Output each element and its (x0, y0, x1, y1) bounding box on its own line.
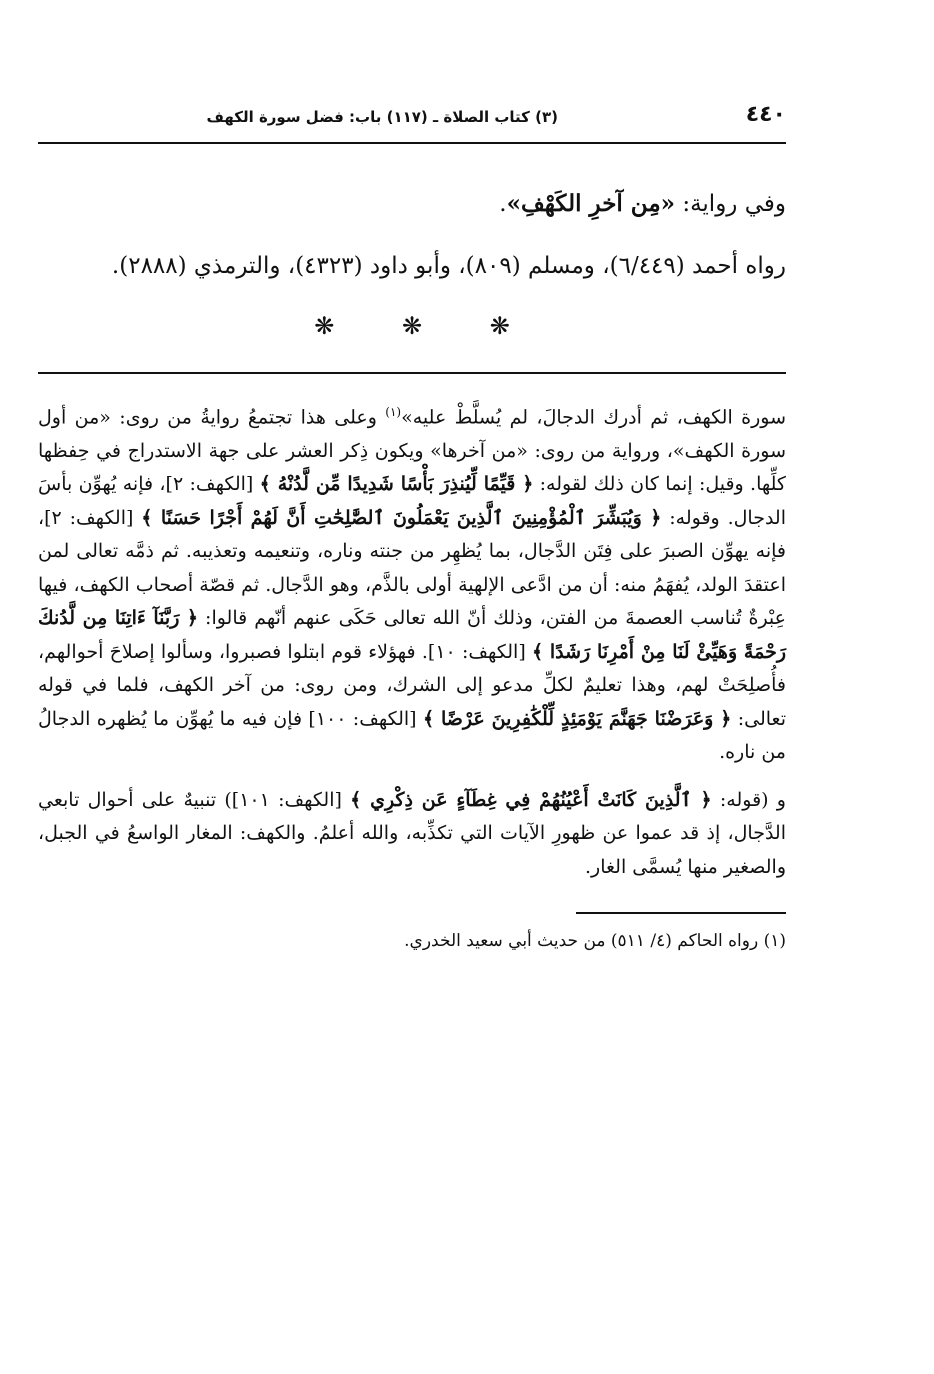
hadith-variant (38, 176, 786, 232)
footnote-divider (576, 912, 786, 914)
commentary-divider (38, 372, 786, 374)
variant-end: . (499, 191, 507, 217)
text-run: [الكهف: ١٠٠] فإن فيه ما يُهوِّن ما يُظهره الدجالُ من ناره. (38, 707, 786, 764)
book-page (38, 100, 786, 954)
commentary-paragraph (38, 396, 786, 770)
text-run: وعلى هذا تجتمعُ روايةُ من روى: «من أول سورة الكهف»، ورواية من روى: «من آخرها» ويكون ذِكر العشر على جهة الاستدراج في حِفظها كلِّها. وقيل: إنما كان ذلك لقوله: (38, 406, 786, 496)
text-run: [الكهف: ٢]، فإنه يُهوِّن بأسَ الدجال. وقوله: (38, 473, 786, 529)
text-run: [الكهف: ١٠١]) تنبيهٌ على أحوال تابعي الدَّجال، إذ قد عموا عن ظهورِ الآيات التي تكذِّبه، والله أعلمُ. والكهف: المغار الواسعُ في الجبل، والصغير منها يُسمَّى الغار. (38, 788, 786, 878)
footnote: (١) رواه الحاكم (٤/ ٥١١) من حديث أبي سعيد الخدري. (404, 931, 786, 952)
star-ornament: ❋ (401, 312, 423, 340)
quran-verse: ﴿ وَيُبَشِّرَ ٱلْمُؤْمِنِينَ ٱلَّذِينَ يَعْمَلُونَ ٱلصَّٰلِحَٰتِ أَنَّ لَهُمْ أَجْرًا حَسَنًا ﴾ (141, 506, 662, 529)
text-run: [الكهف: ٢]، فإنه يهوِّن الصبرَ على فِتَن الدَّجال، بما يُظهِر من جنته وناره، وتنعيمه وتعذيبه. ثم ذمَّه تعالى لمن اعتقدَ الولد، يُفهَمُ منه: أن من ادَّعى الإلهية أولى بالذَّم، وهو الدَّجال. ثم قصّة أصحاب الكهف، فيها عِبْرةٌ تُناسب العصمةَ من الفتن، وذلك أنّ الله تعالى حَكَى عنهم أنّهم قالوا: (38, 506, 786, 630)
star-ornament: ❋ (314, 312, 335, 340)
quran-verse: ﴿ وَعَرَضْنَا جَهَنَّمَ يَوْمَئِذٍ لِّلْكَٰفِرِينَ عَرْضًا ﴾ (422, 707, 732, 730)
page-header (38, 100, 786, 144)
section-separator (38, 312, 786, 340)
variant-quote: «مِن آخرِ الكَهْفِ» (506, 190, 676, 217)
quran-verse: ﴿ ٱلَّذِينَ كَانَتْ أَعْيُنُهُمْ فِي غِطَآءٍ عَن ذِكْرِي ﴾ (350, 788, 712, 811)
footnote-reference: (١) (385, 405, 402, 419)
hadith-source: رواه أحمد (٦/٤٤٩)، ومسلم (٨٠٩)، وأبو داود (٤٣٢٣)، والترمذي (٢٨٨٨). (111, 253, 786, 279)
quran-verse: ﴿ رَبَّنَآ ءَاتِنَا مِن لَّدُنكَ رَحْمَةً وَهَيِّئْ لَنَا مِنْ أَمْرِنَا رَشَدًا ﴾ (38, 607, 786, 663)
quran-verse: ﴿ قَيِّمًا لِّيُنذِرَ بَأْسًا شَدِيدًا مِّن لَّدُنْهُ ﴾ (259, 473, 534, 496)
text-run: و (قوله: (711, 788, 786, 811)
star-ornament: ❋ (489, 312, 510, 340)
hadith-text (38, 176, 786, 294)
page-number: ٤٤٠ (745, 102, 786, 127)
commentary-paragraph (38, 784, 786, 885)
text-run: سورة الكهف، ثم أدرك الدجالَ، لم يُسلَّطْ عليه» (401, 406, 786, 429)
text-run: [الكهف: ١٠]. فهؤلاء قوم ابتلوا فصبروا، وسألوا إصلاحَ أحوالهم، فأُصلِحَتْ لهم، وهذا تعليمٌ لكلِّ مدعو إلى الشرك، ومن روى: من آخر الكهف، فلما في قوله تعالى: (38, 640, 787, 730)
variant-label: وفي رواية: (675, 191, 786, 217)
running-title: (٣) كتاب الصلاة ـ (١١٧) باب: فضل سورة الكهف (206, 108, 558, 126)
commentary-text (38, 396, 786, 884)
